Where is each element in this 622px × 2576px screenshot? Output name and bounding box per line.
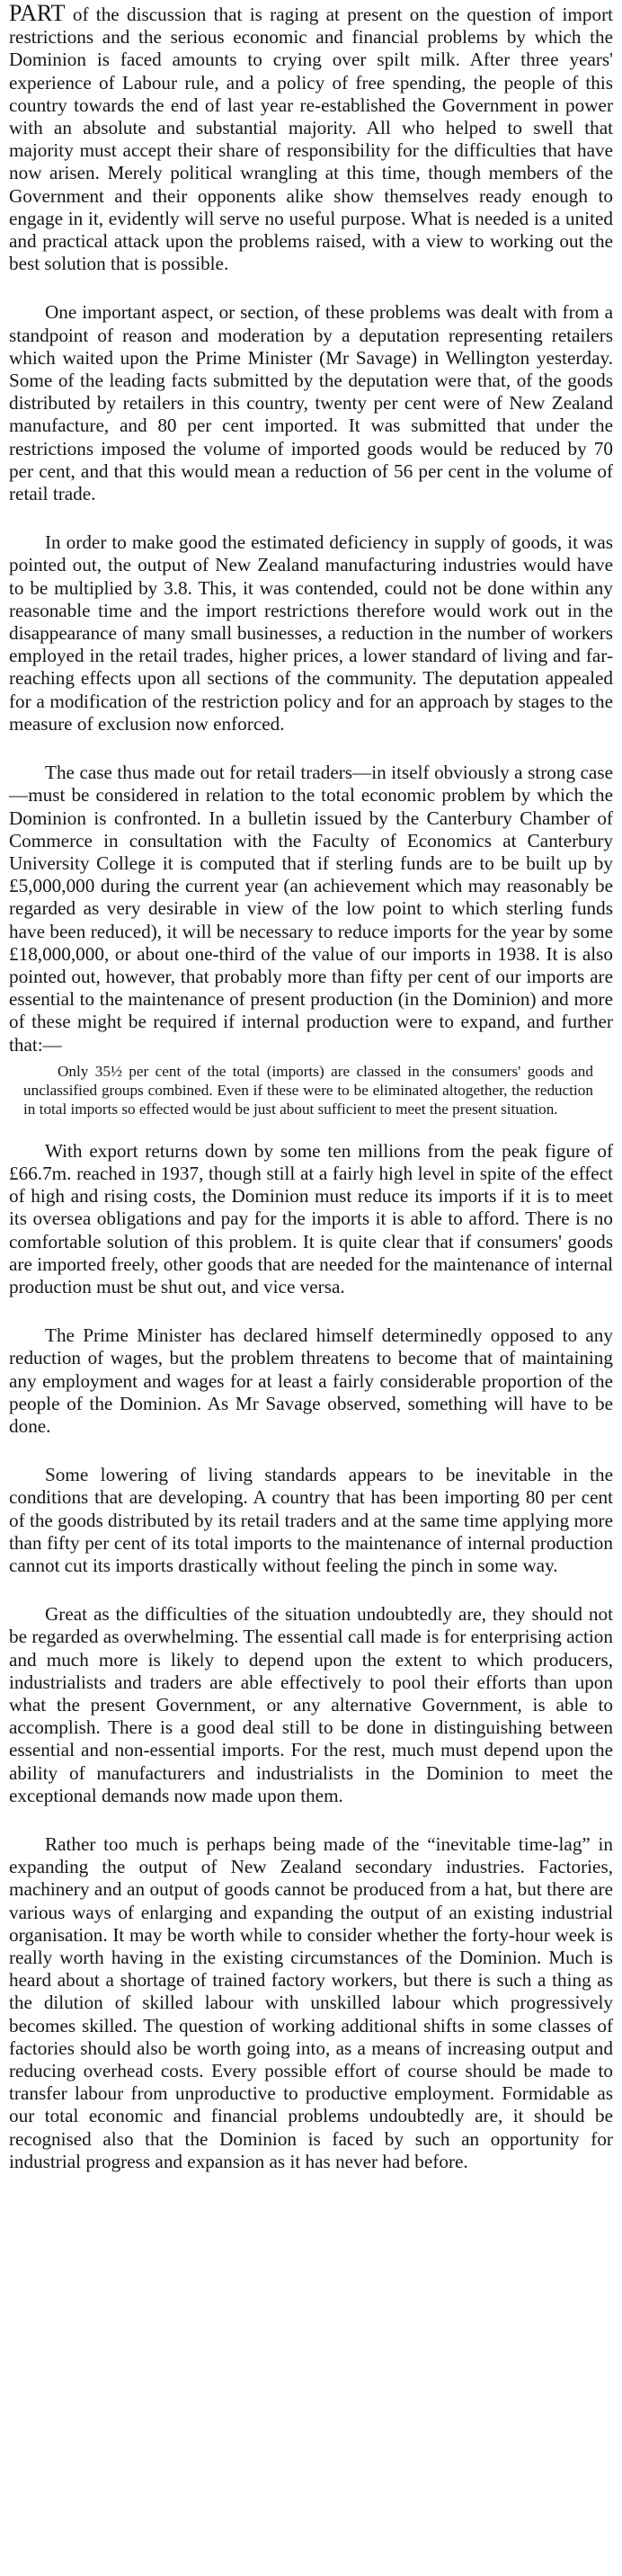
paragraph-2: One important aspect, or section, of these problems was dealt with from a standpoint of reason and moderation by a deputation representing retailers which waited upon the Prime Minister (Mr Savage) in Wellington yesterday. Some of the leading facts submitted by the deputation were that, of the goods distributed by retailers in this country, twenty per cent were of New Zealand manufacture, and 80 per cent imported. It was submitted that under the restrictions imposed the volume of imported goods would be reduced by 70 per cent, and that this would mean a reduction of 56 per cent in the volume of retail trade. <box>9 301 613 505</box>
paragraph-8: Great as the difficulties of the situation undoubtedly are, they should not be regarded as overwhelming. The essential call made is for enterprising action and much more is likely to depend upon the extent to which producers, industrialists and traders are able effectively to pool their efforts than upon what the present Government, or any alternative Government, is able to accomplish. There is a good deal still to be done in distinguishing between essential and non-essential imports. For the rest, much must depend upon the ability of manufacturers and industrialists in the Dominion to meet the exceptional demands now made upon them. <box>9 1603 613 1806</box>
paragraph-6: The Prime Minister has declared himself determinedly opposed to any reduction of wages, but the problem threatens to become that of maintaining any employment and wages for at least a fairly considerable proportion of the people of the Dominion. As Mr Savage observed, something will have to be done. <box>9 1324 613 1437</box>
paragraph-9: Rather too much is perhaps being made of the “inevitable time-lag” in expanding the output of New Zealand secondary industries. Factories, machinery and an output of goods cannot be produced from a hat, but there are various ways of enlarging and expanding the output of an existing industrial organisation. It may be worth while to consider whether the forty-hour week is really worth having in the existing circumstances of the Dominion. Much is heard about a shortage of trained factory workers, but there is such a thing as the dilution of skilled labour with unskilled labour which progressively becomes skilled. The question of working additional shifts in some classes of factories should also be worth going into, as a means of increasing output and reducing overhead costs. Every possible effort of course should be made to transfer labour from unproductive to productive employment. Formidable as our total economic and financial problems undoubtedly are, it should be recognised also that the Dominion is faced by such an opportunity for industrial progress and expansion as it has never had before. <box>9 1833 613 2172</box>
paragraph-3: In order to make good the estimated deficiency in supply of goods, it was pointed out, the output of New Zealand manufacturing industries would have to be multiplied by 3.8. This, it was contended, could not be done within any reasonable time and the import restrictions therefore would work out in the disappearance of many small businesses, a reduction in the number of workers employed in the retail trades, higher prices, a lower standard of living and far-reaching effects upon all sections of the community. The deputation appealed for a modification of the restriction policy and for an approach by stages to the measure of exclusion now enforced. <box>9 531 613 735</box>
block-quote: Only 35½ per cent of the total (imports) are classed in the consumers' goods and unclassified groups combined. Even if these were to be eliminated altogether, the reduction in total imports so effected would be just about sufficient to meet the present situation. <box>23 1062 593 1118</box>
paragraph-4: The case thus made out for retail traders—in itself obviously a strong case—must be considered in relation to the total economic problem by which the Dominion is confronted. In a bulletin issued by the Canterbury Chamber of Commerce in consultation with the Faculty of Economics at Canterbury University College it is computed that if sterling funds are to be built up by £5,000,000 during the current year (an achievement which may reasonably be regarded as very desirable in view of the low point to which sterling funds have been reduced), it will be necessary to reduce imports for the year by some £18,000,000, or about one-third of the value of our imports in 1938. It is also pointed out, however, that probably more than fifty per cent of our imports are essential to the maintenance of present production (in the Dominion) and more of these might be required if internal production were to expand, and further that:— <box>9 762 613 1056</box>
paragraph-7: Some lowering of living standards appears to be inevitable in the conditions that are developing. A country that has been importing 80 per cent of the goods distributed by its retail traders and at the same time applying more than fifty per cent of its total imports to the maintenance of internal production cannot cut its imports drastically without feeling the pinch in some way. <box>9 1464 613 1576</box>
drop-cap-word: PART <box>9 0 66 26</box>
paragraph-5: With export returns down by some ten millions from the peak figure of £66.7m. reached in 1937, though still at a fairly high level in spite of the effect of high and rising costs, the Dominion must reduce its imports if it is to meet its oversea obligations and pay for the imports it is able to afford. There is no comfortable solution of this problem. It is quite clear that if consumers' goods are imported freely, other goods that are needed for the maintenance of internal production must be shut out, and vice versa. <box>9 1139 613 1297</box>
paragraph-1-text: of the discussion that is raging at present on the question of import restrictions and the serious economic and financial problems by which the Dominion is faced amounts to crying over spilt milk. After three years' experience of Labour rule, and a policy of free spending, the people of this country towards the end of last year re-established the Government in power with an absolute and substantial majority. All who helped to swell that majority must accept their share of responsibility for the difficulties that have now arisen. Merely political wrangling at this time, though members of the Government and their opponents alike show themselves ready enough to engage in it, evidently will serve no useful purpose. What is needed is a united and practical attack upon the problems raised, with a view to working out the best solution that is possible. <box>9 4 614 275</box>
paragraph-1 <box>9 2 613 275</box>
